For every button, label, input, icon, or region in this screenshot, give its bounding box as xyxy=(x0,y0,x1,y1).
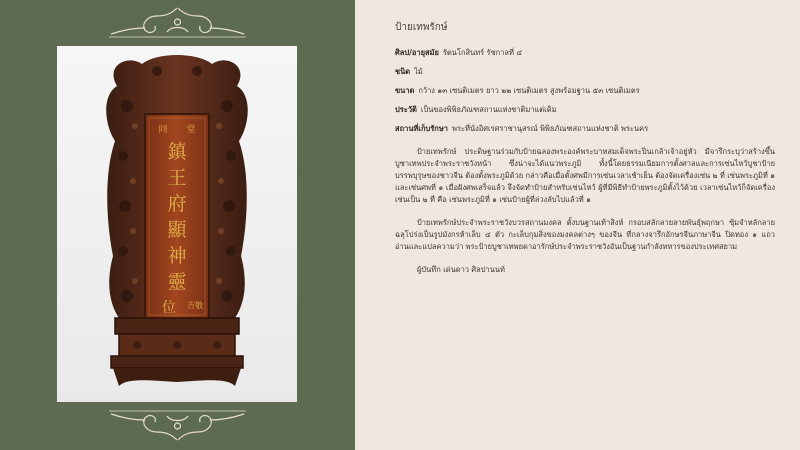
document-content xyxy=(395,22,775,276)
left-panel xyxy=(0,0,355,450)
meta-value: กว้าง ๑๓ เซนติเมตร ยาว ๒๒ เซนติเมตร สูงพร้อมฐาน ๕๓ เซนติเมตร xyxy=(418,86,640,95)
meta-label: สถานที่เก็บรักษา xyxy=(395,124,448,133)
description-paragraph: ป้ายเทพรักษ์ประจำพระราชวังบวรสถานมงคล ตั้งบนฐานเท้าสิงห์ กรอบสลักลายลายพันธุ์พฤกษา ซุ้มจำหลักลายฉลุโปร่งเป็นรูปมังกรห้าเล็บ ๔ ตัว กะเล็บกุมสิ่งของมงคลต่างๆ ของจีน ที่กลางจารึกอักษรจีนภาษาจีน ปิดทอง ๑ แถว อ่านและแปลความว่า พระป้ายบูชาเทพยดาอารักษ์ประจำพระราชวังอันเป็นฐานกำลังทหารของประเทศสยาม xyxy=(395,218,775,251)
tablet-top-char: 堂 xyxy=(186,125,196,135)
tablet-side-chars: 吉敬 xyxy=(187,301,203,310)
meta-label: ศิลป/อายุสมัย xyxy=(395,48,439,57)
tablet-char: 顯 xyxy=(167,219,187,241)
text-panel xyxy=(355,0,800,450)
description-paragraph: ป้ายเทพรักษ์ ประดิษฐานร่วมกับป้ายฉลองพระองค์พระบาทสมเด็จพระปิ่นเกล้าเจ้าอยู่หัว มีจารึกระบุว่าสร้างขึ้นบูชาเทพประจำพระราชวังหน้า ซึ่งน่าจะได้แนวพระภูมิ ทั้งนี้โดยธรรมเนียมการตั้งศาลและการเซ่นไหว้บูชาป้ายบรรพบุรุษของชาวจีน ต้องตั้งพระภูมิด้วย กล่าวคือเมื่อตั้งศพมีการเซ่นเวลาเช้าเย็น ต้องจัดเครื่องเซ่น ๒ ที่ เซ่นพระภูมิที่ ๑ และเซ่นศพที่ ๑ เมื่อฝังศพเสร็จแล้ว จึงจัดทำป้ายสำหรับเซ่นไหว้ ผู้ที่มีพิธีทำป้ายพระภูมิตั้งไว้ด้วย เวลาเซ่นไหว้ก็จัดเครื่องเซ่นเป็น ๒ ที่ คือ เซ่นพระภูมิที่ ๑ เซ่นป้ายผู้ที่ล่วงลับไปแล้วที่ ๑ xyxy=(395,147,775,204)
tablet-char: 王 xyxy=(167,167,187,189)
tablet-char: 靈 xyxy=(167,271,187,293)
bottom-ornament xyxy=(105,408,250,444)
meta-location xyxy=(395,123,775,135)
tablet-char: 神 xyxy=(167,245,187,267)
author-credit: ผู้บันทึก เด่นดาว ศิลปานนท์ xyxy=(417,265,505,274)
meta-label: ขนาด xyxy=(395,86,415,95)
shrine-tablet-photo xyxy=(57,46,297,402)
meta-period xyxy=(395,47,775,59)
meta-value: ไม้ xyxy=(414,67,423,76)
meta-label: ประวัติ xyxy=(395,105,417,114)
tablet-char: 府 xyxy=(167,193,187,215)
document-title: ป้ายเทพรักษ์ xyxy=(395,22,448,33)
tablet-char: 位 xyxy=(162,300,176,316)
meta-history xyxy=(395,104,775,116)
meta-label: ชนิด xyxy=(395,67,411,76)
meta-type xyxy=(395,66,775,78)
top-ornament xyxy=(105,4,250,40)
tablet-char: 鎮 xyxy=(167,141,187,163)
meta-value: พระที่นั่งอิศเรศราชานุสรณ์ พิพิธภัณฑสถานแห่งชาติ พระนคร xyxy=(452,124,649,133)
meta-size xyxy=(395,85,775,97)
tablet-top-char: 同 xyxy=(158,125,168,135)
meta-value: รัตนโกสินทร์ รัชกาลที่ ๔ xyxy=(442,48,523,57)
meta-value: เป็นของพิพิธภัณฑสถานแห่งชาติมาแต่เดิม xyxy=(420,105,557,114)
